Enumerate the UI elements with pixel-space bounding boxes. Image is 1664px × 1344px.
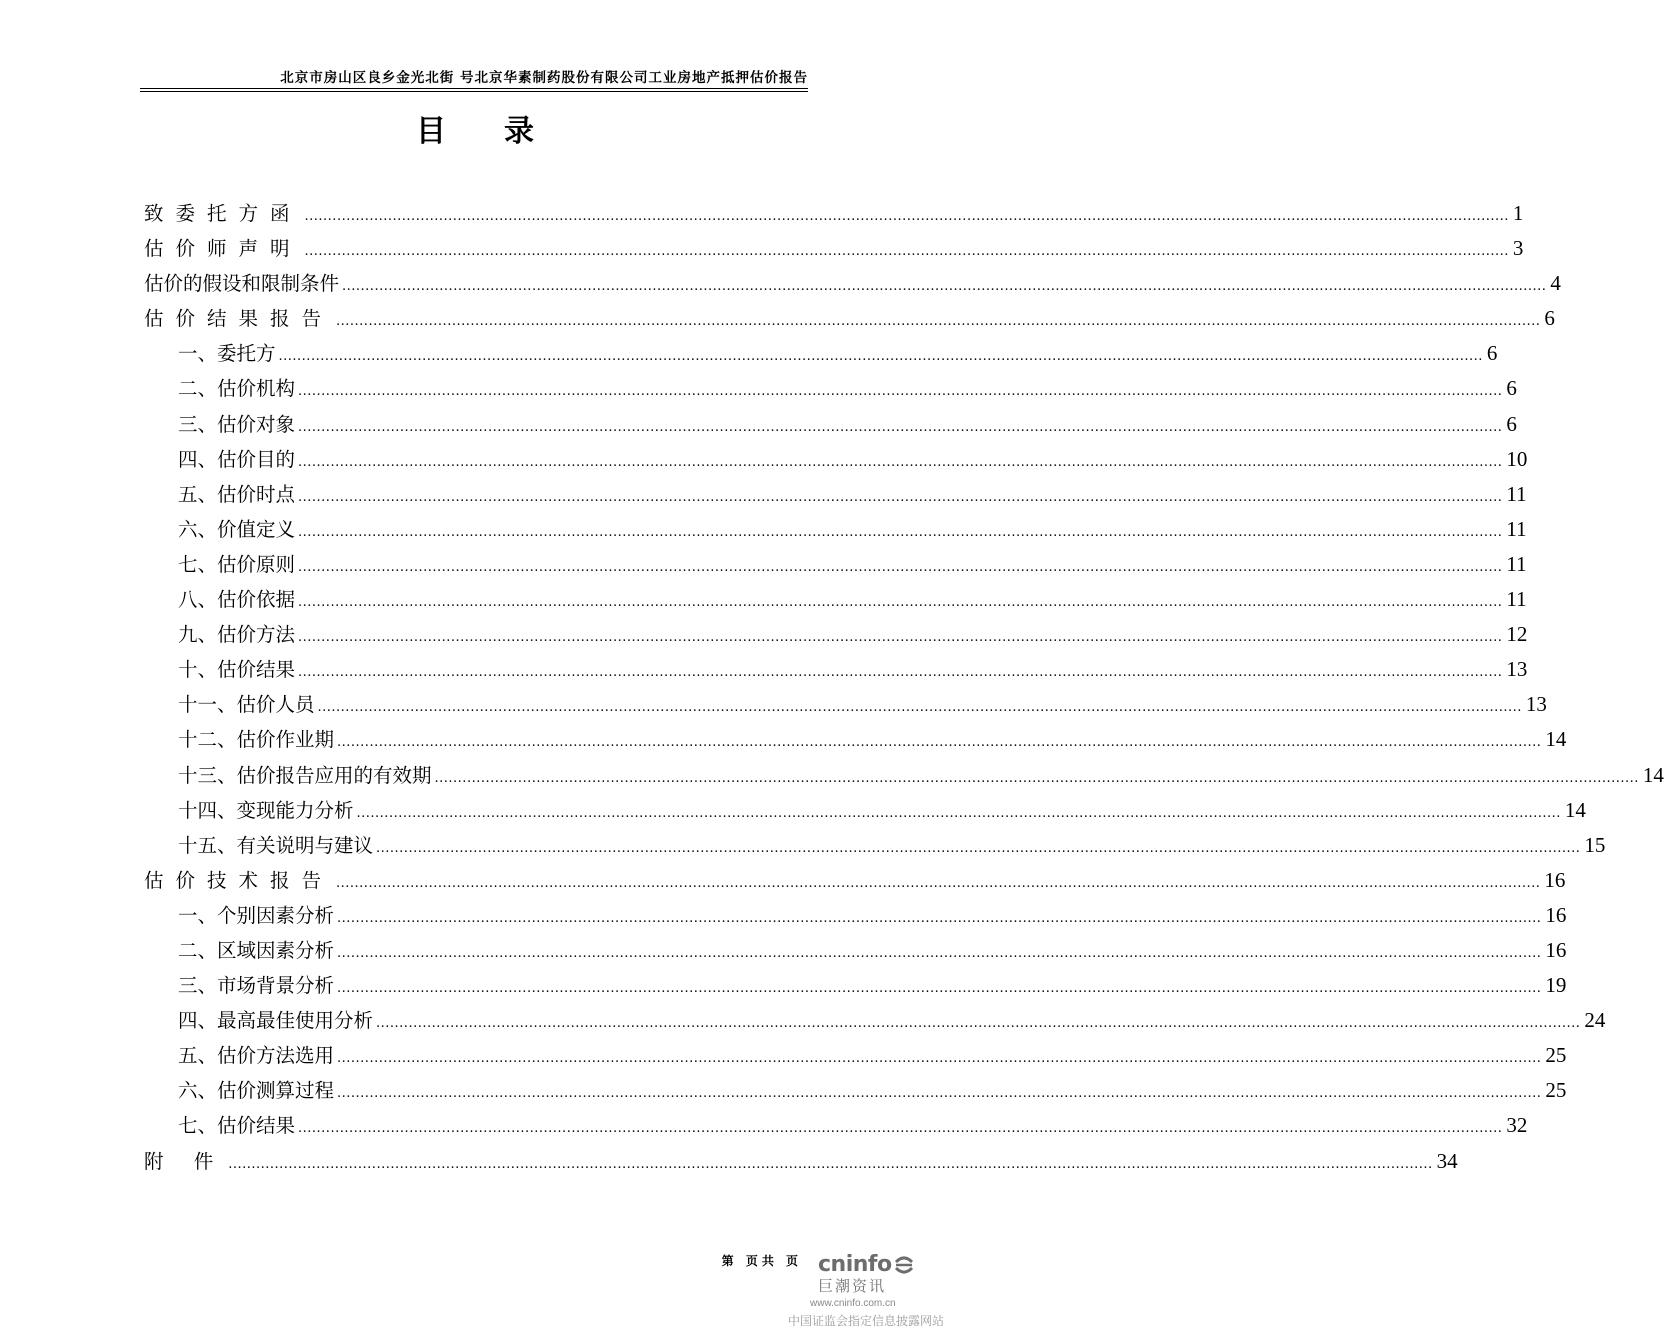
toc-leader-dots: .................................................................................................................................................................................................................................................................... xyxy=(317,700,1522,716)
toc-entry-page: 4 xyxy=(1550,271,1561,296)
logo-swirl-icon xyxy=(893,1254,915,1276)
logo-brand: cninfo xyxy=(818,1252,892,1277)
toc-entry-page: 11 xyxy=(1506,587,1527,612)
toc-entry[interactable] xyxy=(144,935,1567,970)
toc-entry-label: 二、估价机构 xyxy=(178,377,296,401)
toc-entry-label: 七、估价原则 xyxy=(178,552,296,576)
toc-entry[interactable] xyxy=(144,865,1566,900)
toc-entry[interactable] xyxy=(144,795,1586,830)
toc-leader-dots: .................................................................................................................................................................................................................................................................... xyxy=(434,770,1639,786)
toc-entry-page: 16 xyxy=(1545,902,1567,927)
toc-entry-label: 九、估价方法 xyxy=(178,623,296,647)
toc-entry-label: 六、价值定义 xyxy=(178,517,296,541)
toc-entry[interactable] xyxy=(144,1075,1567,1110)
toc-entry-label: 六、估价测算过程 xyxy=(178,1079,335,1103)
toc-entry-page: 13 xyxy=(1506,657,1528,682)
toc-leader-dots: .................................................................................................................................................................................................................................................................... xyxy=(228,1156,1433,1172)
toc-entry[interactable] xyxy=(144,1040,1567,1075)
toc-entry-page: 16 xyxy=(1544,867,1566,892)
toc-leader-dots: .................................................................................................................................................................................................................................................................... xyxy=(337,981,1542,997)
toc-entry[interactable] xyxy=(144,654,1528,689)
page-footer: 第 页共 页 xyxy=(721,1254,802,1268)
toc-entry-page: 6 xyxy=(1506,411,1517,436)
toc-entry-label: 一、个别因素分析 xyxy=(178,903,335,927)
toc-leader-dots: .................................................................................................................................................................................................................................................................... xyxy=(304,209,1509,224)
header-rule xyxy=(140,88,808,89)
toc-entry-page: 11 xyxy=(1506,481,1527,506)
toc-leader-dots: .................................................................................................................................................................................................................................................................... xyxy=(298,454,1503,470)
toc-entry-label: 附 件 xyxy=(144,1149,226,1173)
toc-entry-label: 十三、估价报告应用的有效期 xyxy=(178,763,432,787)
toc-leader-dots: .................................................................................................................................................................................................................................................................... xyxy=(278,349,1483,365)
toc-leader-dots: .................................................................................................................................................................................................................................................................... xyxy=(298,559,1503,575)
toc-leader-dots: .................................................................................................................................................................................................................................................................... xyxy=(298,489,1503,505)
toc-leader-dots: .................................................................................................................................................................................................................................................................... xyxy=(376,1016,1581,1032)
toc-entry[interactable] xyxy=(144,549,1527,584)
toc-entry-label: 十、估价结果 xyxy=(178,658,296,682)
toc-entry-page: 32 xyxy=(1506,1113,1528,1138)
toc-entry-label: 十二、估价作业期 xyxy=(178,728,335,752)
toc-leader-dots: .................................................................................................................................................................................................................................................................... xyxy=(298,595,1503,611)
toc-entry[interactable] xyxy=(144,830,1606,865)
toc-entry-label: 四、最高最佳使用分析 xyxy=(178,1009,374,1033)
toc-entry-page: 13 xyxy=(1525,692,1547,717)
toc-leader-dots: .................................................................................................................................................................................................................................................................... xyxy=(337,945,1542,961)
toc-entry[interactable] xyxy=(144,198,1524,233)
toc-entry[interactable] xyxy=(144,1110,1528,1145)
logo-brand-cn: 巨潮资讯 xyxy=(818,1277,887,1295)
toc-entry-label: 估价师声明 xyxy=(144,237,302,261)
toc-entry-page: 6 xyxy=(1486,341,1498,366)
toc-entry-label: 五、估价方法选用 xyxy=(178,1044,335,1068)
toc-entry[interactable] xyxy=(144,268,1561,303)
toc-entry-page: 19 xyxy=(1545,973,1567,998)
toc-leader-dots: .................................................................................................................................................................................................................................................................... xyxy=(298,630,1503,646)
toc-leader-dots: .................................................................................................................................................................................................................................................................... xyxy=(298,419,1503,435)
toc-entry-page: 14 xyxy=(1545,727,1567,752)
toc-entry[interactable] xyxy=(144,479,1527,514)
toc-leader-dots: .................................................................................................................................................................................................................................................................... xyxy=(337,910,1542,926)
toc-entry[interactable] xyxy=(144,373,1517,408)
toc-leader-dots: .................................................................................................................................................................................................................................................................... xyxy=(298,524,1503,540)
toc-entry-label: 二、区域因素分析 xyxy=(178,938,335,962)
toc-leader-dots: .................................................................................................................................................................................................................................................................... xyxy=(304,244,1509,260)
toc-entry-page: 24 xyxy=(1584,1008,1606,1033)
toc-entry[interactable] xyxy=(144,619,1528,654)
toc-leader-dots: .................................................................................................................................................................................................................................................................... xyxy=(336,314,1541,330)
toc-entry-page: 25 xyxy=(1545,1078,1567,1103)
toc-entry[interactable] xyxy=(144,1146,1458,1181)
toc-entry[interactable] xyxy=(144,444,1528,479)
table-of-contents xyxy=(144,198,1664,1181)
toc-entry-page: 3 xyxy=(1512,236,1524,261)
toc-entry[interactable] xyxy=(144,409,1517,444)
toc-entry-page: 11 xyxy=(1506,516,1527,541)
toc-leader-dots: .................................................................................................................................................................................................................................................................... xyxy=(298,384,1503,400)
toc-entry[interactable] xyxy=(144,900,1567,935)
toc-entry-page: 11 xyxy=(1506,551,1527,576)
toc-entry-label: 估价结果报告 xyxy=(144,307,334,331)
toc-entry[interactable] xyxy=(144,233,1524,268)
toc-entry-page: 14 xyxy=(1564,797,1586,822)
toc-leader-dots: .................................................................................................................................................................................................................................................................... xyxy=(298,665,1503,681)
toc-entry-label: 八、估价依据 xyxy=(178,588,296,612)
header-rule-secondary xyxy=(140,91,808,92)
toc-entry[interactable] xyxy=(144,689,1547,724)
toc-entry-page: 15 xyxy=(1584,832,1606,857)
toc-entry-label: 估价技术报告 xyxy=(144,868,334,892)
toc-entry-label: 五、估价时点 xyxy=(178,482,296,506)
page-title: 目录 xyxy=(416,114,592,149)
toc-entry-page: 1 xyxy=(1512,201,1524,225)
toc-leader-dots: .................................................................................................................................................................................................................................................................... xyxy=(336,875,1541,891)
toc-leader-dots: .................................................................................................................................................................................................................................................................... xyxy=(337,1086,1542,1102)
toc-entry-page: 6 xyxy=(1506,376,1517,401)
toc-entry-page: 10 xyxy=(1506,446,1528,471)
toc-entry[interactable] xyxy=(144,514,1527,549)
toc-entry-page: 25 xyxy=(1545,1043,1567,1068)
toc-entry-label: 致委托方函 xyxy=(144,202,302,225)
toc-leader-dots: .................................................................................................................................................................................................................................................................... xyxy=(337,1051,1542,1067)
toc-entry-page: 34 xyxy=(1436,1148,1458,1173)
toc-entry-label: 三、市场背景分析 xyxy=(178,974,335,998)
toc-entry-page: 16 xyxy=(1545,937,1567,962)
toc-entry-label: 十五、有关说明与建议 xyxy=(178,833,374,857)
toc-entry-label: 十一、估价人员 xyxy=(178,693,315,717)
toc-entry[interactable] xyxy=(144,338,1498,373)
toc-entry-page: 12 xyxy=(1506,622,1528,647)
toc-entry[interactable] xyxy=(144,724,1567,759)
toc-entry-page: 6 xyxy=(1544,306,1555,331)
running-header: 北京市房山区良乡金光北街 号北京华素制药股份有限公司工业房地产抵押估价报告 xyxy=(280,70,808,86)
toc-leader-dots: .................................................................................................................................................................................................................................................................... xyxy=(337,735,1542,751)
logo-url: www.cninfo.com.cn xyxy=(810,1298,896,1309)
toc-entry-label: 三、估价对象 xyxy=(178,412,296,436)
toc-leader-dots: .................................................................................................................................................................................................................................................................... xyxy=(356,805,1561,821)
toc-entry[interactable] xyxy=(144,760,1664,795)
toc-leader-dots: .................................................................................................................................................................................................................................................................... xyxy=(342,279,1547,295)
toc-entry[interactable] xyxy=(144,970,1567,1005)
toc-entry-label: 一、委托方 xyxy=(178,342,276,366)
toc-entry-label: 四、估价目的 xyxy=(178,447,296,471)
toc-entry[interactable] xyxy=(144,303,1555,338)
toc-entry-label: 估价的假设和限制条件 xyxy=(144,272,340,296)
toc-entry-label: 十四、变现能力分析 xyxy=(178,798,354,822)
toc-entry[interactable] xyxy=(144,1005,1606,1040)
watermark-text: 中国证监会指定信息披露网站 xyxy=(788,1314,945,1328)
toc-entry-page: 14 xyxy=(1642,762,1664,787)
toc-entry-label: 七、估价结果 xyxy=(178,1114,296,1138)
toc-leader-dots: .................................................................................................................................................................................................................................................................... xyxy=(298,1121,1503,1137)
toc-entry[interactable] xyxy=(144,584,1527,619)
toc-leader-dots: .................................................................................................................................................................................................................................................................... xyxy=(376,840,1581,856)
